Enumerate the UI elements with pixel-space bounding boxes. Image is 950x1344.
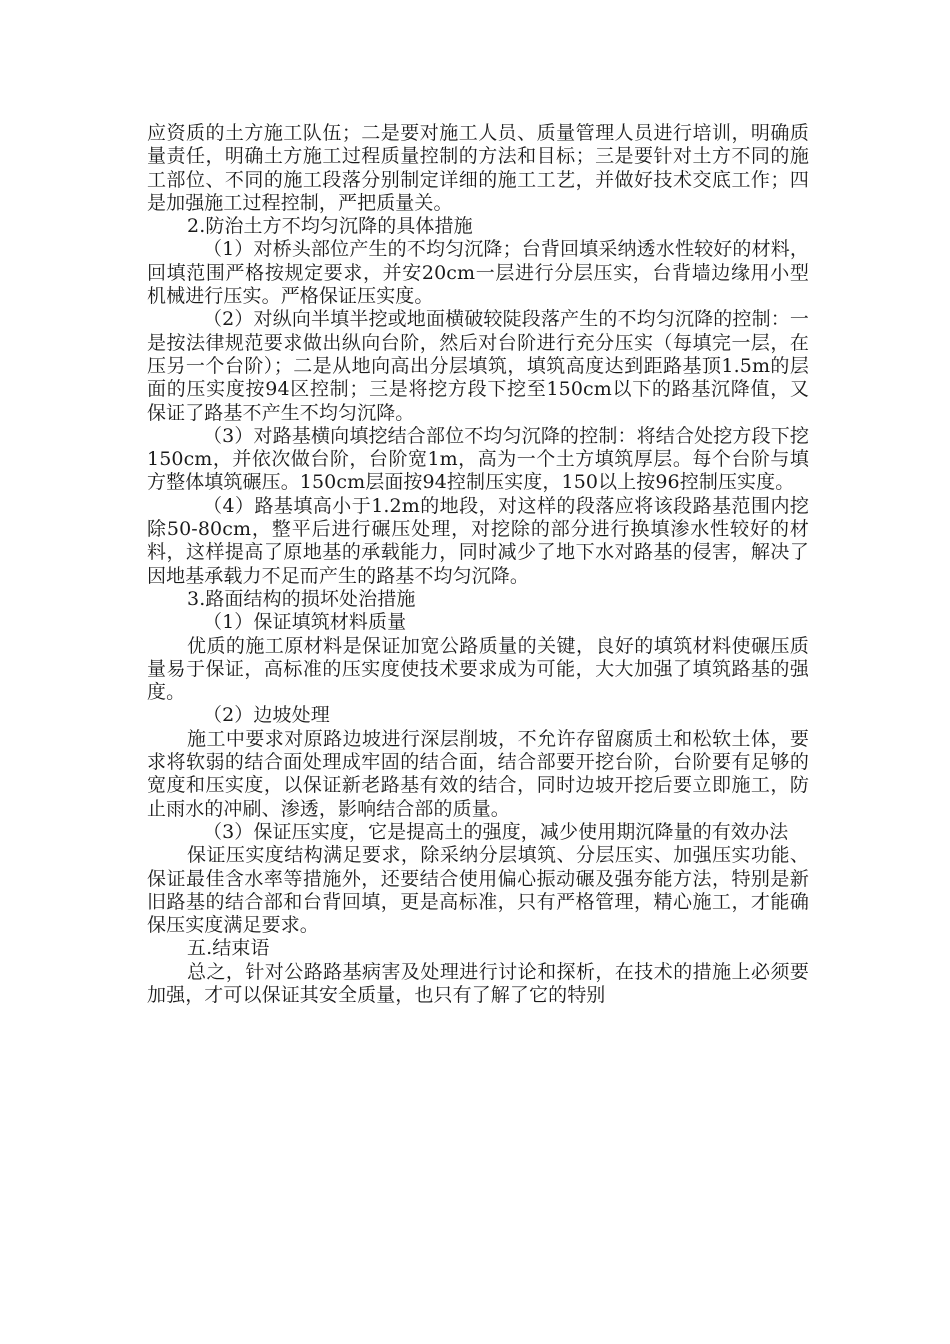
subheading-material-quality: （1）保证填筑材料质量: [203, 611, 407, 634]
paragraph-longitudinal: （2）对纵向半填半挖或地面横破较陡段落产生的不均匀沉降的控制：一是按法律规范要求做出纵向台阶，然后对台阶进行充分压实（每填完一层，在压另一个台阶）；二是从地向高出分层填筑，填筑高度达到距路基顶1.5m的层面的压实度按94区控制；三是将挖方段下挖至150cm以下的路基沉降值，又保证了路基不产生不均匀沉降。: [147, 308, 809, 424]
paragraph-compaction: 保证压实度结构满足要求，除采纳分层填筑、分层压实、加强压实功能、保证最佳含水率等措施外，还要结合使用偏心振动碾及强夯能方法，特别是新旧路基的结合部和台背回填，更是高标准，只有严格管理，精心施工，才能确保压实度满足要求。: [147, 844, 809, 937]
paragraph-material-quality: 优质的施工原材料是保证加宽公路质量的关键，良好的填筑材料使碾压质量易于保证，高标准的压实度使技术要求成为可能，大大加强了填筑路基的强度。: [147, 634, 809, 704]
subheading-slope: （2）边坡处理: [203, 704, 330, 727]
document-body: [147, 122, 809, 1007]
paragraph-low-fill: （4）路基填高小于1.2m的地段，对这样的段落应将该段路基范围内挖除50-80cm，整平后进行碾压处理，对挖除的部分进行换填渗水性较好的材料，这样提高了原地基的承载能力，同时减少了地下水对路基的侵害，解决了因地基承载力不足而产生的路基不均匀沉降。: [147, 494, 809, 587]
heading-pavement-damage: 3.路面结构的损坏处治措施: [187, 587, 416, 610]
paragraph-slope: 施工中要求对原路边坡进行深层削坡，不允许存留腐质土和松软土体，要求将软弱的结合面处理成牢固的结合面，结合部要开挖台阶，台阶要有足够的宽度和压实度，以保证新老路基有效的结合，同时边坡开挖后要立即施工，防止雨水的冲刷、渗透，影响结合部的质量。: [147, 727, 809, 820]
paragraph-conclusion: 总之，针对公路路基病害及处理进行讨论和探析，在技术的措施上必须要加强，才可以保证其安全质量，也只有了解了它的特别: [147, 960, 809, 1006]
heading-conclusion: 五.结束语: [187, 937, 270, 960]
paragraph-bridge-head: （1）对桥头部位产生的不均匀沉降；台背回填采纳透水性较好的材料，回填范围严格按规定要求，并安20cm一层进行分层压实，台背墙边缘用小型机械进行压实。严格保证压实度。: [147, 238, 809, 308]
paragraph-transverse: （3）对路基横向填挖结合部位不均匀沉降的控制：将结合处挖方段下挖150cm，并依次做台阶，台阶宽1m，高为一个土方填筑厚层。每个台阶与填方整体填筑碾压。150cm层面按94控制压实度，150以上按96控制压实度。: [147, 424, 809, 494]
subheading-compaction: （3）保证压实度，它是提高土的强度，减少使用期沉降量的有效办法: [203, 820, 789, 843]
paragraph-training: 应资质的土方施工队伍；二是要对施工人员、质量管理人员进行培训，明确质量责任，明确土方施工过程质量控制的方法和目标；三是要针对土方不同的施工部位、不同的施工段落分别制定详细的施工工艺，并做好技术交底工作；四是加强施工过程控制，严把质量关。: [147, 122, 809, 214]
heading-settlement-measures: 2.防治土方不均匀沉降的具体措施: [187, 215, 473, 238]
